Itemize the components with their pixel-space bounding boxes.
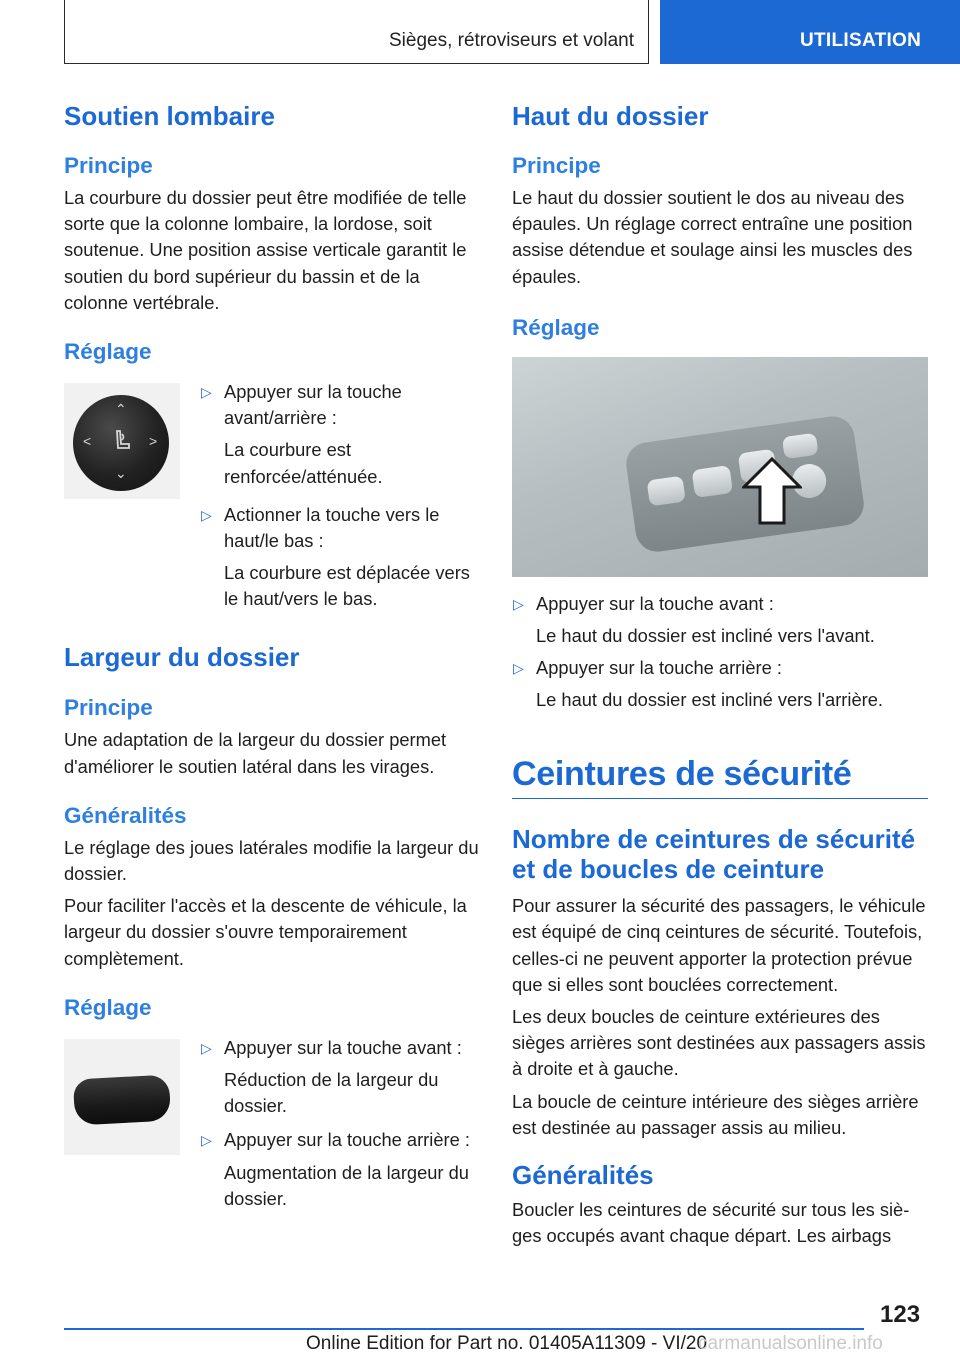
bullet-result: Le haut du dossier est incliné vers l'arrière. bbox=[536, 689, 883, 711]
lumbar-switch-image bbox=[64, 383, 180, 499]
width-button-icon bbox=[73, 1074, 171, 1125]
lumbar-knob-icon: ⌃ ⌄ < > bbox=[73, 395, 169, 491]
list-item bbox=[200, 1035, 480, 1061]
header-section-title: Sièges, rétroviseurs et volant bbox=[388, 30, 634, 51]
left-column bbox=[64, 100, 480, 1212]
footer-edition: Online Edition for Part no. 01405A11309 - VI/20 bbox=[306, 1333, 708, 1354]
bullet-action: Appuyer sur la touche arrière : bbox=[224, 1129, 470, 1151]
width-general-heading: Généralités bbox=[64, 802, 187, 828]
width-bullet-list bbox=[200, 1035, 480, 1212]
triangle-right-outline-icon: ▷ bbox=[201, 1132, 212, 1149]
bullet-result: Réduction de la largeur du dossier. bbox=[224, 1069, 439, 1117]
top-title: Haut du dossier bbox=[512, 101, 709, 131]
width-setting-block bbox=[64, 1035, 480, 1212]
top-setting-heading: Réglage bbox=[512, 314, 600, 340]
list-item bbox=[512, 655, 928, 681]
width-setting-heading: Réglage bbox=[64, 994, 152, 1020]
lumbar-principle-heading: Principe bbox=[64, 152, 153, 178]
width-general-text-1: Le réglage des joues latérales modifie la largeur du dossier. bbox=[64, 836, 479, 885]
list-item bbox=[200, 1127, 480, 1153]
bullet-action: Actionner la touche vers le haut/le bas : bbox=[224, 503, 440, 551]
triangle-right-outline-icon: ▷ bbox=[201, 506, 212, 523]
page-number: 123 bbox=[880, 1301, 921, 1328]
bullet-action: Appuyer sur la touche avant : bbox=[536, 592, 774, 614]
belts-text-3: La boucle de ceinture intérieure des sièges arrière est destinée au passager assis au milieu. bbox=[512, 1090, 919, 1138]
width-principle-heading: Principe bbox=[64, 695, 153, 721]
bullet-result: La courbure est déplacée vers le haut/vers le bas. bbox=[224, 562, 470, 610]
list-item bbox=[200, 502, 480, 554]
bullet-action: Appuyer sur la touche arrière : bbox=[536, 657, 782, 679]
width-principle-text: Une adaptation de la largeur du dossier permet d'améliorer le soutien latéral dans les virages. bbox=[64, 729, 447, 777]
seat-icon bbox=[109, 429, 133, 455]
bullet-action: Appuyer sur la touche avant : bbox=[224, 1036, 462, 1058]
triangle-right-outline-icon: ▷ bbox=[513, 660, 524, 677]
top-principle-heading: Principe bbox=[512, 152, 601, 178]
header-chapter-tab[interactable] bbox=[660, 0, 960, 64]
belts-title: Ceintures de sécurité bbox=[512, 754, 852, 793]
header-chapter-label: UTILISATION bbox=[800, 30, 922, 51]
top-bullet-list bbox=[512, 591, 928, 714]
belts-title-block bbox=[512, 754, 928, 800]
triangle-right-outline-icon: ▷ bbox=[201, 1039, 212, 1056]
lumbar-setting-block bbox=[64, 379, 480, 613]
width-title: Largeur du dossier bbox=[64, 641, 300, 672]
lumbar-setting-heading: Réglage bbox=[64, 338, 152, 364]
right-column bbox=[512, 100, 928, 1249]
bullet-action: Appuyer sur la touche avant/arrière : bbox=[224, 380, 402, 429]
belts-text-1: Pour assurer la sécurité des passagers, le véhicule est équipé de cinq ceintures de sécurité. Toutefois, celles-ci ne peuvent apporter la protection prévue que si elles sont bouclées correctement. bbox=[512, 895, 926, 995]
lumbar-bullet-list bbox=[200, 379, 480, 613]
belts-general-heading: Généralités bbox=[512, 1159, 654, 1190]
bullet-result: Augmentation de la largeur du dossier. bbox=[224, 1161, 469, 1209]
seat-controls-photo bbox=[512, 357, 928, 577]
lumbar-principle-text: La courbure du dossier peut être modifiée de telle sorte que la colonne lombaire, la lordose, soit soutenue. Une position assise verticale garantit le soutien du bord supérieur du bassin et de la colonne vertébrale. bbox=[64, 186, 467, 313]
list-item bbox=[512, 591, 928, 617]
watermark: carmanualsonline.info bbox=[698, 1333, 883, 1354]
top-principle-text: Le haut du dossier soutient le dos au niveau des épaules. Un réglage correct entraîne une position assise détendue et soulage ainsi les muscles des épaules. bbox=[512, 186, 913, 287]
belts-count-heading: Nombre de ceintures de sécurité et de boucles de ceinture bbox=[512, 824, 916, 885]
width-switch-image bbox=[64, 1039, 180, 1155]
belts-text-2: Les deux boucles de ceinture extérieures des sièges arrières sont destinées aux passagers assis à droite et à gauche. bbox=[512, 1005, 926, 1080]
lumbar-title: Soutien lombaire bbox=[64, 101, 275, 131]
footer-divider bbox=[64, 1328, 864, 1330]
belts-general-text: Boucler les ceintures de sécurité sur tous les sièges occupés avant chaque départ. Les airbags bbox=[512, 1198, 910, 1247]
header-section-box bbox=[64, 0, 649, 64]
bullet-result: Le haut du dossier est incliné vers l'avant. bbox=[536, 624, 875, 646]
triangle-right-outline-icon: ▷ bbox=[513, 595, 524, 612]
list-item bbox=[200, 379, 480, 431]
arrow-up-icon bbox=[742, 457, 802, 527]
triangle-right-outline-icon: ▷ bbox=[201, 383, 212, 400]
width-general-text-2: Pour faciliter l'accès et la descente de véhicule, la largeur du dossier s'ouvre temporairement complètement. bbox=[64, 895, 467, 969]
bullet-result: La courbure est renforcée/atténuée. bbox=[224, 439, 383, 487]
